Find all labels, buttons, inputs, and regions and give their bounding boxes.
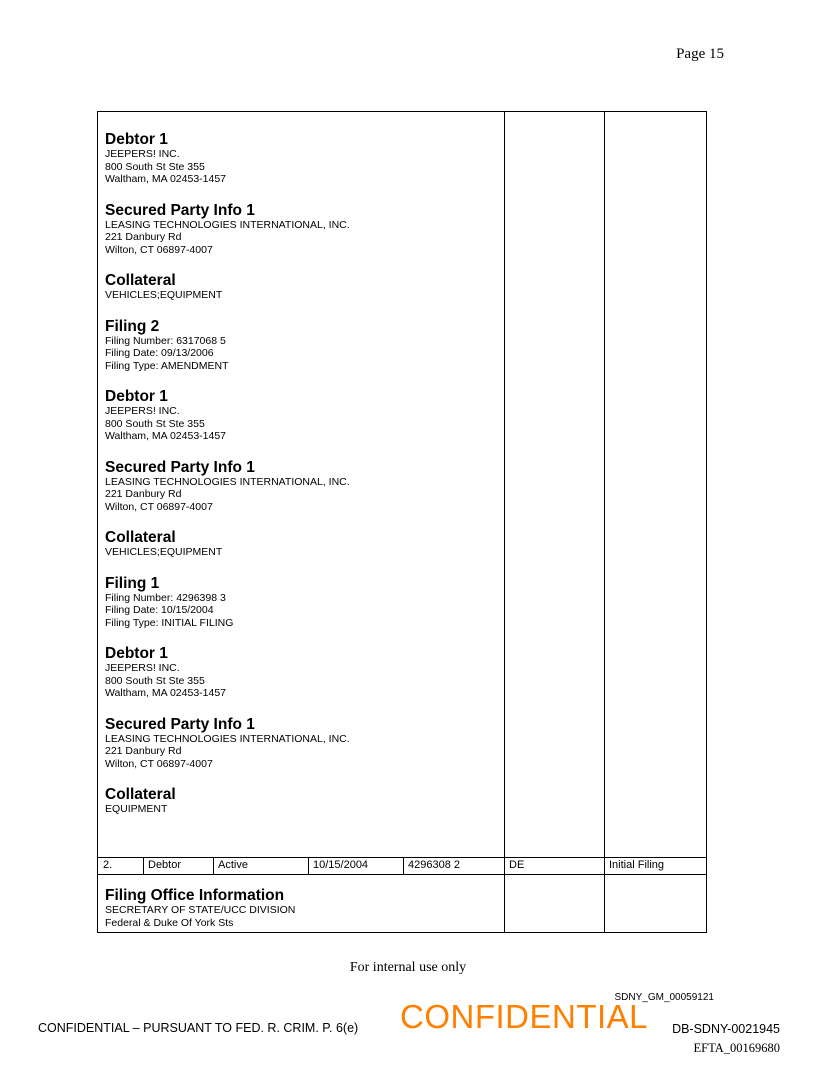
record-table [97,111,707,933]
section-line: LEASING TECHNOLOGIES INTERNATIONAL, INC. [105,218,350,231]
section-line: Filing Date: 10/15/2004 [105,604,214,616]
section-line: EQUIPMENT [105,803,168,815]
section-line: 800 South St Ste 355 [105,417,205,430]
section-line: VEHICLES;EQUIPMENT [105,289,223,301]
section-line: Filing Number: 6317068 5 [105,334,226,347]
section-line: Filing Date: 09/13/2006 [105,347,214,359]
section-line: Waltham, MA 02453-1457 [105,430,227,442]
document-id: DB-SDNY-0021945 [672,1022,780,1036]
section-heading: Secured Party Info 1 [105,458,255,476]
section-line: Filing Number: 4296398 3 [105,591,226,604]
row-filing-number: 4296308 2 [408,859,460,871]
info-section [105,645,501,700]
section-heading: Secured Party Info 1 [105,715,255,733]
section-line: JEEPERS! INC. [105,405,180,417]
column-divider [604,112,605,932]
section-line: 221 Danbury Rd [105,231,182,243]
info-section [105,459,501,514]
section-line: JEEPERS! INC. [105,148,180,160]
efta-id: EFTA_00169680 [693,1041,780,1055]
column-divider [504,112,505,932]
section-line: Waltham, MA 02453-1457 [105,173,227,185]
section-line: Wilton, CT 06897-4007 [105,500,213,513]
section-heading: Debtor 1 [105,645,168,662]
info-section [105,388,501,443]
section-heading: Collateral [105,786,176,803]
row-date: 10/15/2004 [313,859,369,871]
info-section [105,575,501,630]
confidential-notice: CONFIDENTIAL – PURSUANT TO FED. R. CRIM. P. 6(e) [38,1021,359,1035]
info-section [105,716,501,771]
office-line: Federal & Duke Of York Sts [105,916,234,929]
info-section [105,202,501,257]
section-line: Wilton, CT 06897-4007 [105,757,213,770]
page-number: Page 15 [676,46,724,62]
confidential-stamp: CONFIDENTIAL [400,998,649,1035]
section-line: Filing Type: AMENDMENT [105,359,229,372]
section-line: Waltham, MA 02453-1457 [105,687,227,699]
bates-number: SDNY_GM_00059121 [614,992,714,1003]
row-status: Active [218,859,248,871]
section-heading: Filing 1 [105,574,160,592]
row-number: 2. [103,859,113,871]
info-section [105,529,501,559]
table-row [98,857,706,875]
section-line: LEASING TECHNOLOGIES INTERNATIONAL, INC. [105,475,350,488]
internal-use-note: For internal use only [349,960,467,975]
section-line: 800 South St Ste 355 [105,674,205,687]
section-line: VEHICLES;EQUIPMENT [105,546,223,558]
section-line: Filing Type: INITIAL FILING [105,616,234,629]
office-line: SECRETARY OF STATE/UCC DIVISION [105,904,296,916]
section-heading: Debtor 1 [105,388,168,405]
filing-office-info [105,887,501,929]
info-section [105,272,501,302]
section-heading: Filing 2 [105,317,160,335]
section-heading: Filing Office Information [105,887,285,904]
section-line: 221 Danbury Rd [105,745,182,757]
row-filing-type: Initial Filing [609,859,665,871]
info-section [105,131,501,186]
row-role: Debtor [148,859,182,871]
section-line: JEEPERS! INC. [105,662,180,674]
filing-details [105,131,501,832]
section-heading: Collateral [105,529,176,546]
row-state: DE [509,859,525,871]
section-line: 221 Danbury Rd [105,488,182,500]
section-line: Wilton, CT 06897-4007 [105,243,213,256]
section-heading: Secured Party Info 1 [105,201,255,219]
section-line: LEASING TECHNOLOGIES INTERNATIONAL, INC. [105,732,350,745]
section-heading: Debtor 1 [105,131,168,148]
info-section [105,786,501,816]
section-line: 800 South St Ste 355 [105,160,205,173]
info-section [105,318,501,373]
section-heading: Collateral [105,272,176,289]
